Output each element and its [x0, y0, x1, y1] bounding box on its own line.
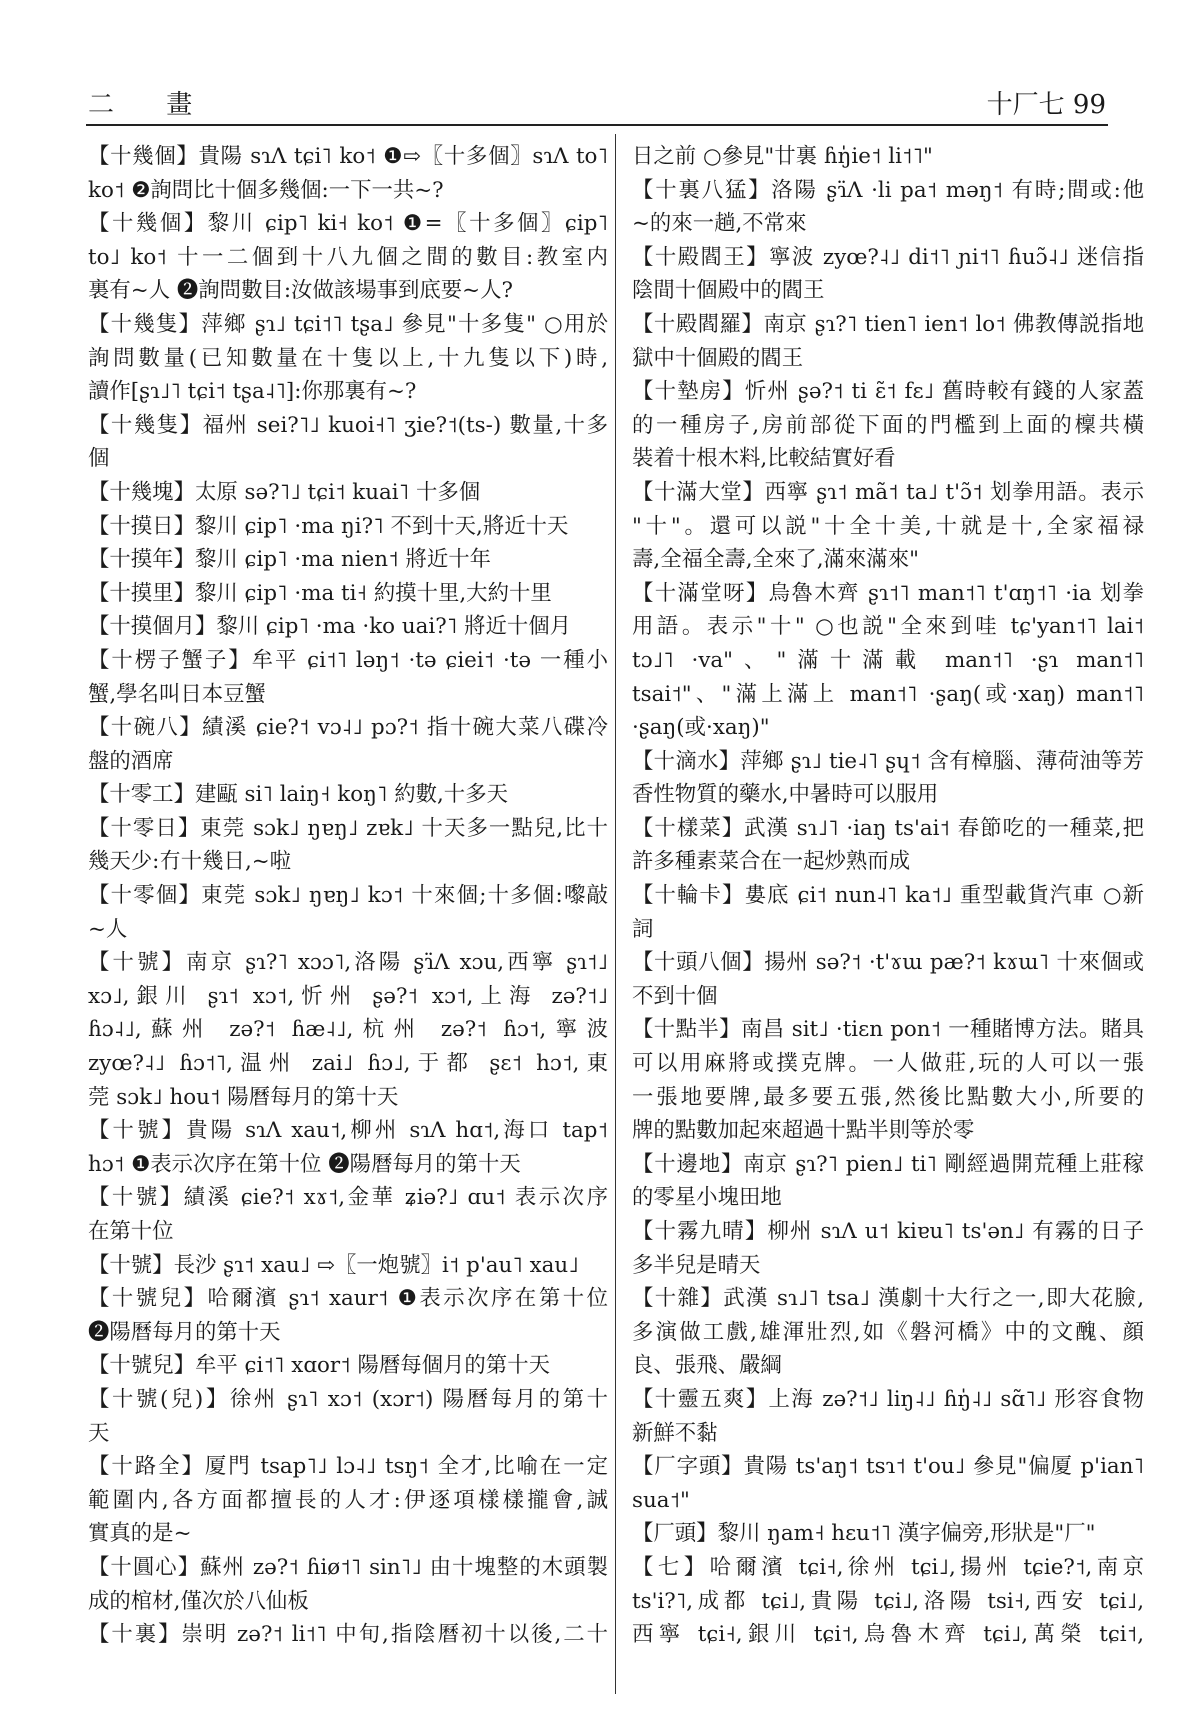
- entry-line: 【十靈五爽】上海 zə?˦˩ liŋ˨˩ ɦŋ̍˨˩ sɑ̃˥˩ 形容食物: [632, 1386, 1144, 1412]
- entry-line: 天: [88, 1420, 110, 1446]
- entry-line: 壽,全福全壽,全來了,滿來滿來": [632, 547, 919, 573]
- entry-line: 【十號】績溪 ɕie?˦ xɤ˦,金華 ʑiə?˩ ɑu˦ 表示次序: [88, 1185, 608, 1211]
- entry-line: 的一種房子,房前部從下面的門檻到上面的檁共橫: [632, 412, 1144, 438]
- running-header-section: 二 畫: [88, 90, 215, 120]
- entry-line: 詢問數量(已知數量在十隻以上,十九隻以下)時,: [88, 345, 608, 371]
- entry-line: 【厂頭】黎川 ŋam˧ hɛu˦˥ 漢字偏旁,形狀是"厂": [632, 1521, 1096, 1547]
- entry-line: 日之前 ○參見"廿裏 ɦŋ̍ie˦ li˦˥": [632, 144, 933, 169]
- entry-line: 一張地要牌,最多要五張,然後比點數大小,所要的: [632, 1084, 1144, 1110]
- entry-line: 個: [88, 446, 110, 472]
- entry-line: ❷陽曆每月的第十天: [88, 1319, 281, 1345]
- entry-line: 【十邊地】南京 ʂɿ?˥ pien˩ ti˥ 剛經過開荒種上莊稼: [632, 1151, 1144, 1177]
- entry-line: 【十點半】南昌 sit˩ ·tiɛn pon˦ 一種賭博方法。賭具: [632, 1017, 1144, 1043]
- entry-line: 幾天少:冇十幾日,~啦: [88, 849, 292, 875]
- entry-line: 【十頭八個】揚州 sə?˦ ·t'ɤɯ pæ?˦ kɤɯ˥ 十來個或: [632, 950, 1144, 976]
- entry-line: 【十摸年】黎川 ɕip˥ ·ma nien˦ 將近十年: [88, 547, 491, 573]
- entry-line: 【十路全】厦門 tsap˥˩ lɔ˨˩ tsŋ˦ 全才,比喻在一定: [88, 1454, 608, 1480]
- entry-line: 【十號兒】哈爾濱 ʂɿ˦ xaur˦ ❶表示次序在第十位: [88, 1286, 608, 1312]
- entry-line: 【十殿閻王】寧波 zyœ?˨˩ di˦˥ ɲi˦˥ ɦuɔ̃˨˩ 迷信指: [632, 244, 1144, 270]
- entry-line: 【十零個】東莞 sɔk˩ ŋɐŋ˩ kɔ˦ 十來個;十多個:嚟敲: [88, 883, 608, 909]
- entry-line: 【十裏八猛】洛陽 ʂɿ̈Ʌ ·li pa˦ məŋ˦ 有時;間或:他: [632, 177, 1144, 203]
- entry-line: 蟹,學名叫日本豆蟹: [88, 681, 266, 707]
- entry-line: 香性物質的藥水,中暑時可以服用: [632, 782, 939, 808]
- entry-line: 【十滿大堂】西寧 ʂɿ˦ mã˦ ta˩ t'ɔ̃˦ 划拳用語。表示: [632, 479, 1144, 505]
- entry-line: 不到十個: [632, 983, 718, 1009]
- entry-line: hɔ˦ ❶表示次序在第十位 ❷陽曆每月的第十天: [88, 1151, 521, 1177]
- entry-line: 裝着十根木料,比較結實好看: [632, 446, 896, 472]
- entry-line: xɔ˩,銀川 ʂɿ˦ xɔ˦,忻州 ʂə?˦ xɔ˦,上海 zə?˦˩: [88, 983, 608, 1009]
- entry-line: 【十碗八】績溪 ɕie?˦ vɔ˨˩ pɔ?˦ 指十碗大菜八碟冷: [88, 715, 608, 741]
- entry-line: 【十殿閻羅】南京 ʂɿ?˥ tien˥ ien˦ lo˦ 佛教傳説指地: [632, 311, 1144, 337]
- entry-line: 獄中十個殿的閻王: [632, 345, 804, 371]
- entry-line: 可以用麻將或撲克牌。一人做莊,玩的人可以一張: [632, 1051, 1144, 1077]
- entry-line: 莞 sɔk˩ hou˦ 陽曆每月的第十天: [88, 1084, 399, 1110]
- entry-line: 【十號】長沙 ʂɿ˦ xau˩ ⇨〖一炮號〗i˦ p'au˥ xau˩: [88, 1252, 579, 1278]
- entry-line: 多演做工戲,雄渾壯烈,如《磐河橋》中的文醜、顔: [632, 1319, 1144, 1345]
- entry-line: 盤的酒席: [88, 748, 174, 774]
- entry-line: ɦɔ˨˩,蘇州 zə?˦ ɦæ˨˩,杭州 zə?˦ ɦɔ˦,寧波: [88, 1017, 608, 1043]
- entry-line: 成的棺材,僅次於八仙板: [88, 1588, 309, 1614]
- entry-line: 【十零日】東莞 sɔk˩ ŋɐŋ˩ zɐk˩ 十天多一點兒,比十: [88, 815, 608, 841]
- entry-line: 裏有~人 ❷詢問數目:汝做該場事到底要~人?: [88, 278, 513, 304]
- entry-line: ts'i?˥,成都 tɕi˩,貴陽 tɕi˩,洛陽 tsi˧,西安 tɕi˩,: [632, 1588, 1144, 1614]
- entry-line: 的零星小塊田地: [632, 1185, 782, 1211]
- entry-line: 【十幾隻】福州 sei?˥˩ kuoi˧˥ ʒie?˦(ts-) 數量,十多: [88, 412, 608, 438]
- entry-line: 【十滴水】萍鄉 ʂɿ˩ tie˨˥ ʂɥ˦ 含有樟腦、薄荷油等芳: [632, 748, 1144, 774]
- entry-line: 用語。表示"十" ○也説"全來到哇 tɕ'yan˦˥ lai˦: [632, 614, 1144, 640]
- entry-line: 【十幾個】貴陽 sɿɅ tɕi˥ ko˦ ❶⇨〖十多個〗sɿɅ to˥: [88, 144, 608, 169]
- entry-line: tɔ˩˥ ·va"、"滿十滿載 man˦˥ ·ʂɿ man˦˥: [632, 647, 1144, 673]
- entry-line: 【十楞子蟹子】牟平 ɕi˦˥ ləŋ˦ ·tə ɕiei˦ ·tə 一種小: [88, 647, 608, 673]
- entry-line: 【十霧九晴】柳州 sɿɅ u˦ kiɐu˥ ts'ən˩ 有霧的日子: [632, 1219, 1144, 1244]
- entry-line: 【十墊房】忻州 ʂə?˦ ti ɛ̃˦ fɛ˩ 舊時較有錢的人家蓋: [632, 379, 1144, 405]
- entry-line: 【十號(兒)】徐州 ʂɿ˥ xɔ˦ (xɔr˦) 陽曆每月的第十: [88, 1386, 608, 1412]
- entry-line: 詞: [632, 916, 654, 942]
- entry-line: 新鮮不黏: [632, 1420, 718, 1446]
- entry-line: 【十幾隻】萍鄉 ʂɿ˩ tɕi˦˥ tʂa˩ 參見"十多隻" ○用於: [88, 311, 608, 337]
- left-column: [88, 140, 608, 1652]
- entry-line: 【十雜】武漢 sɿ˩˥ tsa˩ 漢劇十大行之一,即大花臉,: [632, 1286, 1144, 1312]
- header-rule: [86, 124, 1108, 126]
- entry-line: 【十摸里】黎川 ɕip˥ ·ma ti˧ 約摸十里,大約十里: [88, 580, 552, 606]
- entry-line: 牌的點數加起來超過十點半則等於零: [632, 1118, 975, 1144]
- entry-line: 【七】哈爾濱 tɕi˧,徐州 tɕi˩,揚州 tɕie?˦,南京: [632, 1554, 1144, 1580]
- entry-line: 【十圓心】蘇州 zə?˦ ɦiø˦˥ sin˥˩ 由十塊整的木頭製: [88, 1554, 608, 1580]
- entry-line: 在第十位: [88, 1219, 174, 1244]
- entry-line: 【十幾塊】太原 sə?˥˩ tɕi˦ kuai˥ 十多個: [88, 479, 481, 505]
- entry-line: 良、張飛、嚴綱: [632, 1353, 782, 1379]
- entry-line: 【厂字頭】貴陽 ts'aŋ˦ tsɿ˦ t'ou˩ 參見"偏厦 p'ian˥: [632, 1454, 1144, 1480]
- entry-line: 【十號】貴陽 sɿɅ xau˦,柳州 sɿɅ hɑ˦,海口 tap˦: [88, 1118, 608, 1144]
- entry-line: 【十裏】崇明 zə?˦ li˦˥ 中旬,指陰曆初十以後,二十: [88, 1622, 608, 1648]
- column-divider: [615, 134, 616, 1694]
- entry-line: zyœ?˨˩ ɦɔ˦˥,温州 zai˩ ɦɔ˩,于都 ʂɛ˦ hɔ˦,東: [88, 1051, 608, 1077]
- entry-line: 範圍内,各方面都擅長的人才:伊逐項樣樣攏會,誠: [88, 1487, 608, 1513]
- running-header-page-ref: 十厂七 99: [986, 90, 1106, 120]
- entry-line: 西寧 tɕi˧,銀川 tɕi˦,烏魯木齊 tɕi˩,萬榮 tɕi˦,: [632, 1622, 1144, 1648]
- entry-line: 【十摸個月】黎川 ɕip˥ ·ma ·ko uai?˥ 將近十個月: [88, 614, 572, 640]
- entry-line: tsai˦"、"滿上滿上 man˦˥ ·ʂaŋ(或·xaŋ) man˦˥: [632, 681, 1144, 707]
- entry-line: to˩ ko˦ 十一二個到十八九個之間的數目:教室内: [88, 244, 608, 270]
- entry-line: ~的來一趟,不常來: [632, 211, 807, 237]
- entry-line: 【十樣菜】武漢 sɿ˩˥ ·iaŋ ts'ai˦ 春節吃的一種菜,把: [632, 815, 1144, 841]
- entry-line: 【十輪卡】婁底 ɕi˦ nun˨˥ ka˦˩ 重型載貨汽車 ○新: [632, 883, 1144, 909]
- entry-line: 許多種素菜合在一起炒熟而成: [632, 849, 911, 875]
- entry-line: ·ʂaŋ(或·xaŋ)": [632, 715, 770, 741]
- entry-line: 【十摸日】黎川 ɕip˥ ·ma ŋi?˥ 不到十天,將近十天: [88, 513, 569, 539]
- entry-line: ~人: [88, 916, 128, 942]
- entry-line: 多半兒是晴天: [632, 1252, 761, 1278]
- entry-line: 【十滿堂呀】烏魯木齊 ʂɿ˦˥ man˦˥ t'ɑŋ˦˥ ·ia 划拳: [632, 580, 1144, 606]
- right-column: [632, 140, 1144, 1652]
- entry-line: 讀作[ʂɿ˩˥ tɕi˦ tʂa˨˥]:你那裏有~?: [88, 379, 417, 405]
- entry-line: 陰間十個殿中的閻王: [632, 278, 825, 304]
- entry-line: "十"。還可以説"十全十美,十就是十,全家福禄: [632, 513, 1144, 539]
- entry-line: 【十零工】建甌 si˥ laiŋ˧ koŋ˥ 約數,十多天: [88, 782, 508, 808]
- entry-line: ko˦ ❷詢問比十個多幾個:一下一共~?: [88, 177, 444, 203]
- entry-line: sua˦": [632, 1487, 690, 1513]
- entry-line: 【十幾個】黎川 ɕip˥ ki˧ ko˦ ❶=〖十多個〗ɕip˥: [88, 211, 608, 237]
- entry-line: 實真的是~: [88, 1521, 192, 1547]
- entry-line: 【十號兒】牟平 ɕi˦˥ xɑor˦ 陽曆每個月的第十天: [88, 1353, 550, 1379]
- entry-line: 【十號】南京 ʂɿ?˥ xɔɔ˥,洛陽 ʂɿ̈Ʌ xɔu,西寧 ʂɿ˦˩: [88, 950, 608, 976]
